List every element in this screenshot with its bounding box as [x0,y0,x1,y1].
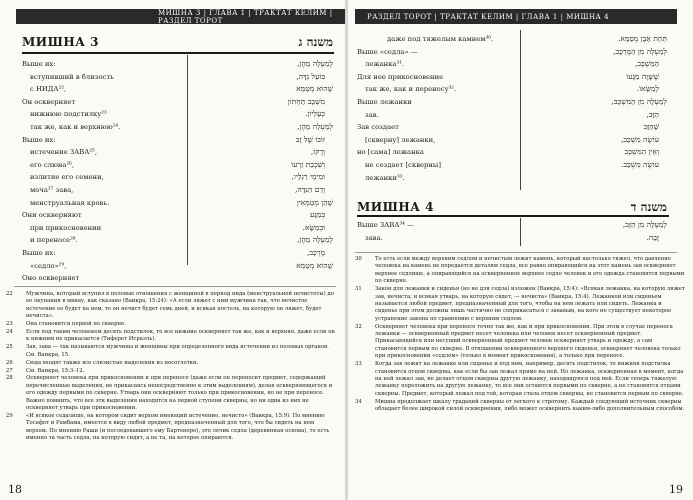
ru-line: лежанки³³. [365,173,405,182]
page-number-right: 19 [669,483,683,496]
footnote [355,286,685,323]
ru-line: вступивший в близость [30,72,114,81]
he-line: עוֹשֶׂה מִשְׁכָּב, [620,134,659,144]
left-running-head: МИШНА 3 | ГЛАВА 1 | ТРАКТАТ КЕЛИМ | РАЗДЕЛ ТОРОТ [16,9,338,24]
footnote-number: 31 [355,286,362,293]
he-line: וְשִׁכְבַת זַרְעוֹ [291,159,325,169]
footnote-text: То есть если между верхним седлом и нечистым лежит камень, который настолько тяжел, что давление человека на камень не передается деталям седла, все равно опирающийся на этот камень зав оскверняет верхнее седлище, а опирающийся на оскверненное верхнее седло человек и его одежда становятся первыми по скверне. [375,256,685,285]
ru-line: Выше «седла» — [357,47,418,56]
footnote [355,399,685,414]
footnote-text: Мишна продолжает шкалу градаций скверны от легкого к строгому. Каждый следующий источник скверны обладает более широкой силой осквернения, либо может осквернить каким-либо дополнительным способом. [375,398,685,413]
ru-line: Для нее прикосновение [357,72,444,81]
ru-line: лежанка³¹. [365,60,405,69]
ru-line: [скверну] лежанки, [365,135,436,144]
column-divider [187,55,188,265]
ru-line: менструальная кровь. [30,198,110,207]
russian-text-column [22,58,182,285]
footnote-number: 23 [6,321,13,328]
ru-line: нижнюю подстилку²³ [30,110,107,119]
ru-line: моча²⁷ зава, [30,185,74,194]
ru-line: Они оскверняют [22,211,82,220]
he-line: לְמַעְלָה מִן הַמֶּרְכָּב, [613,46,667,56]
ru-line: Оно оскверняет [22,274,80,283]
he-line: זוֹבוֹ שֶׁל זָב [295,134,325,144]
footnote-number: 32 [355,323,362,330]
ru-line: Он оскверняет [22,97,76,106]
footnote [355,324,685,361]
footnote-number: 33 [355,361,362,368]
footnote-text: Оскверняет человека при прикосновении и при переносе (даже если он переносит предмет, содержащий перечисленные выделения, не прикасаясь непосредственно к этим выделениям), делая оскверняющегося и его одежду первыми по скверне. Утварь они оскверняют только при прикосновении, но не при переносе. Важно помнить, что все эти выделения находятся на первой ступени скверны, но ни одна из них не оскверняет утварь при прикосновении. [26,375,333,412]
footnote-number: 29 [6,413,13,419]
he-line: שֶׁהוּא מְטַמֵּא [296,84,333,94]
he-line: בְּמַגָּע [310,210,325,220]
footnote [6,344,336,359]
he-line: וּמֵימֵי רַגְלָיו, [291,172,325,182]
he-line: הַמִּשְׁכָּב, [634,59,659,69]
footnote-number: 34 [355,398,362,405]
footnote [6,360,336,367]
column-divider [520,218,521,246]
ru-line: с НИДА²², [30,85,67,94]
he-line: שֶׁהַזָּב [643,122,659,132]
mishna-3-title: МИШНА 3 [22,35,99,49]
footnote-text: Оскверняет человека при переносе точно так же, как и при прикосновении. При этом в случае переноса лежанки — оскверненный предмет несет человека или человек несет оскверненный предмет. Прикасающийся или несущий оскверненный предмет человек оскверняет утварь и одежду, а сам становится первым по скверне. В отношении оскверненного верхнего сиденья, оскверняет человека только при прикосновении «седлом» (только в момент прикосновения), а только при переносе. [375,323,681,360]
ru-line: Зав создает [357,123,399,132]
footnote-text: См. Ваикра, 15:3–12. [26,367,85,374]
footnote-text: Зав, зава — так называются мужчины и женщины при определенного вида истечении из половых органов. См. Ваикра, 15. [26,344,329,358]
hebrew-text-column [195,58,333,272]
footnote [6,329,336,344]
he-line: בּוֹעֵל נִדָּה, [296,71,325,81]
russian-text-column [357,33,517,184]
ru-line: Выше ЗАВА³⁴ — [357,221,414,229]
ru-line: так же, как и верхнюю²⁴. [30,122,121,131]
he-line: מִשְׁכָּב תַּחְתּוֹן [287,96,325,106]
he-line: כְּעֶלְיוֹן. [305,109,325,119]
he-line: לְמַעְלָה מֵהֶן, [297,59,333,68]
footnote [6,413,336,443]
footnote-text: Мужчина, который вступил в половые отношения с женщиной в период нида (менструальной нечистоты) до ее окунания в микву, как сказано (Ваикра, 15:24): «А если ляжет с ним мужчина так, что нечистое истечение ее будет на нем, то он нечист будет семь дней, и всякая постель, на которую он ляжет, будет нечиста». [26,291,334,320]
he-line: הַזָּב, [646,109,659,119]
footnote [6,368,336,375]
left-footnotes [6,291,336,443]
notes-separator [14,286,336,287]
ru-line: Выше их: [22,135,56,144]
footnote-text: Если под таким человеком десять подстилок, то все нижние оскверняет так же, как и верхняя, даже если он к нижним не прикасается (Тиферет Исраэль). [26,329,335,343]
footnote [6,321,336,328]
he-line: מֶרְכָּב, [306,247,325,257]
footnote-number: 25 [6,344,13,351]
footnote [355,256,685,286]
footnote-text: «И всякое седалище, на котором сидит верхом имеющий истечение, нечисто» (Ваикра, 15:9). По мнению Тосафот и Рамбама, имеется в виду любой предмет, предназначенный для того, что бы сидеть на нем верхом. По мнению Раши (и последовавшего ему Бартеноро), это лечик седла (деревянная основа), то есть именно та часть седла, на которую сидят, а не та, на которое опираются. [26,413,330,442]
ru-line: истечение ЗАВА²⁵, [30,148,98,157]
footnote-text: Когда зав лежит на лежанке или сиденье и под ним, например, десять подстилок, то нижняя подстилка становится отцом скверны, как если бы зав лежал прямо на ней. Но лежанка, оскверненная в момент, когда на ней лежал зав, не делает отцом скверны другую лежанку, находящуюся под ней. Если теперь тяжелую лежанку переложить на другую лежанку, то все они остаются первыми по скверне, а не становятся отцами скверны. Предмет, который лежал под той, которая стала отцом скверны, не становится первым по скверне. [375,361,684,397]
ru-line: так же, как и переносу³². [365,85,457,94]
footnote [6,375,336,412]
notes-separator [355,252,677,253]
he-line: וְאֵין הַמִּשְׁכָּב [624,147,659,157]
footnote [6,291,336,321]
footnote-number: 26 [6,359,13,366]
he-line: וּבְמַשָּׂא. [302,222,325,232]
ru-line: излитие его семени, [30,173,104,182]
footnote-number: 30 [355,256,362,262]
ru-line: при прикосновении [30,223,102,232]
ru-line: «седло»²⁹, [30,261,67,270]
left-page [0,0,346,500]
hebrew-mishna-title: משנה ד [630,200,667,214]
title-rule [22,52,334,54]
russian-text-column [357,219,517,244]
footnote-text: Сюда входят также все слизистые выделения из носоглотки. [26,359,199,366]
footnote-text: Закон для лежанки и сиденья (но не для седла) изложен (Ваикра, 15:4): «Всякая лежанка, на которую ляжет зав, нечиста; и всякая утварь, на которую сядет, — нечиста» (Ваикра, 15:4). Лежанкой или сиденьем называется любой предмет, предназначенный для того, чтобы на нем лежать или сидеть. Лежанка и сиденье при этом должны лишь частично не соприкасаться с зававым, на кого не существует некоторое устранение закона по сравнению с верхним седлом. [375,286,685,322]
ru-line: даже под тяжелым камнем³⁰. [387,35,494,43]
footnote-text: Она становится первой по скверне. [26,321,126,328]
he-line: וְרֻקּוֹ, [310,147,325,157]
ru-line: зава. [365,233,383,242]
hebrew-text-column [527,219,667,244]
he-line: לְמַשָּׂאוֹ. [636,84,659,94]
right-footnotes [355,256,685,414]
he-line: שֶׁהוּא מְטַמֵּא [296,260,333,270]
he-line: לְמַעְלָה מֵהֶן, [297,235,333,245]
he-line: וְדַם הַנִּדָּה, [294,184,325,194]
ru-line: зав. [365,110,379,119]
ru-line: его слюна²⁶, [30,160,75,169]
ru-line: и переносе²⁸. [30,236,78,245]
footnote-number: 22 [6,291,13,297]
mishna-4-title: МИШНА 4 [357,200,434,214]
right-page [347,0,693,500]
footnote-number: 28 [6,375,13,382]
he-line: לְמַעְלָה מִן הַזָּב, [622,220,667,229]
page-number-left: 18 [8,483,22,496]
ru-line: Выше их: [22,248,56,257]
column-divider [520,30,521,190]
title-rule [357,215,669,217]
footnote-number: 24 [6,329,13,336]
footnote [355,361,685,398]
he-line: תַּחַת אֶבֶן מְסַמָּא. [617,34,667,43]
he-line: לְמַעְלָה מִן הַמִּשְׁכָּב, [611,96,667,106]
he-line: לְמַעְלָה מֵהֶן, [297,121,333,131]
ru-line: не создает [скверны] [365,160,441,169]
he-line: עוֹשֶׂה מִשְׁכָּב. [620,159,659,169]
ru-line: Выше их: [22,60,56,68]
he-line: שֶׁשָּׁוֶה מַגָּעוֹ [626,71,659,81]
he-line: זָבָה. [646,232,659,242]
ru-line: Выше лежанки [357,97,412,106]
footnote-number: 27 [6,367,13,374]
ru-line: но [сама] лежанка [357,148,424,157]
he-line: שֶׁהֵן מְטַמְּאִין [296,197,333,207]
hebrew-text-column [527,33,667,172]
right-running-head: РАЗДЕЛ ТОРОТ | ТРАКТАТ КЕЛИМ | ГЛАВА 1 | МИШНА 4 [355,9,677,24]
hebrew-mishna-title: משנה ג [298,35,333,49]
